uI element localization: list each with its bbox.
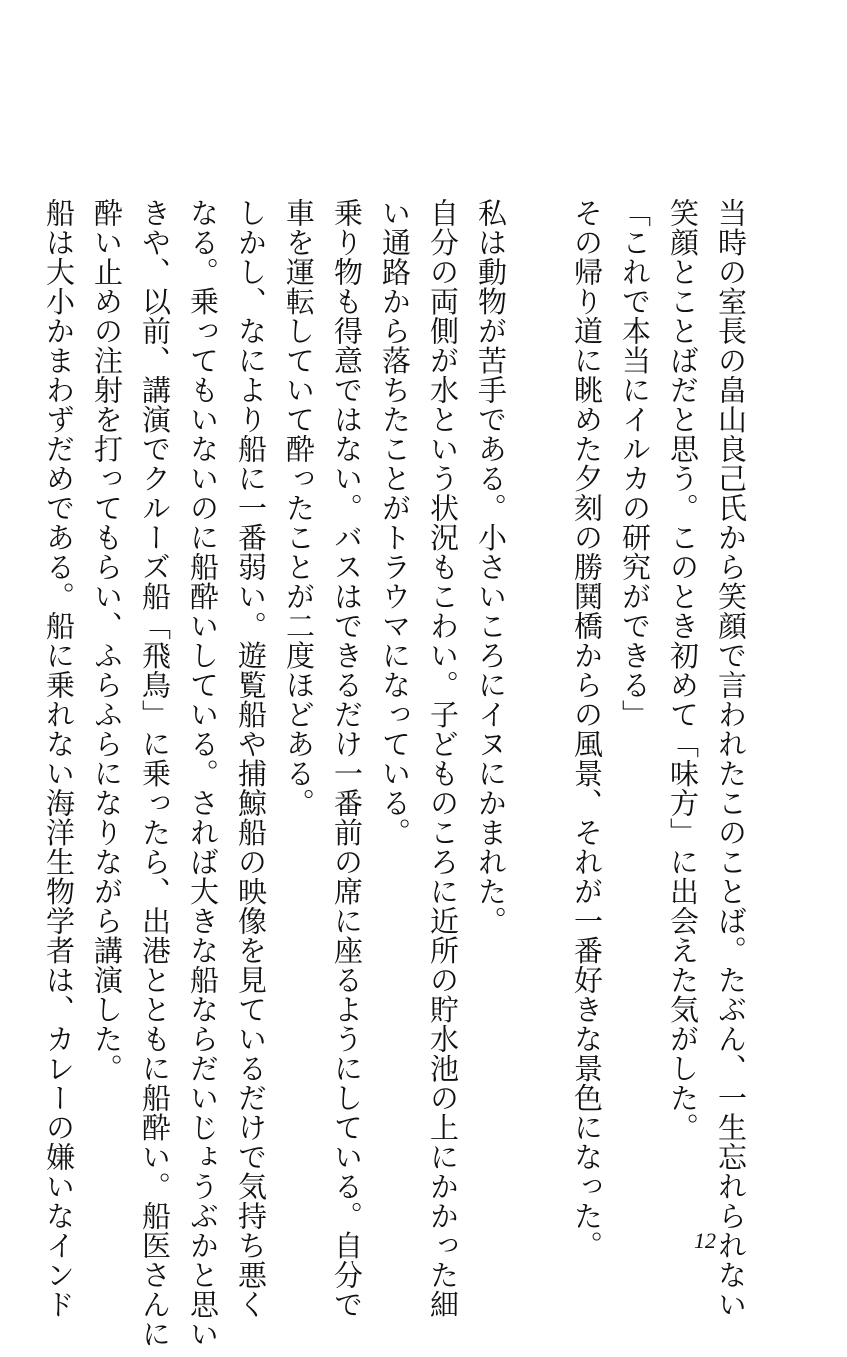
text-line: その帰り道に眺めた夕刻の勝鬨橋からの風景、それが一番好きな景色になった。 (570, 198, 604, 1260)
text-line: 自分の両側が水という状況もこわい。子どものころに近所の貯水池の上にかかった細 (426, 198, 460, 1319)
text-line: 「これで本当にイルカの研究ができる」 (618, 198, 652, 729)
text-line: 当時の室長の畠山良己氏から笑顔で言われたこのことば。たぶん、一生忘れられない (714, 198, 748, 1319)
text-line: 笑顔とことばだと思う。このとき初めて「味方」に出会えた気がした。 (666, 198, 700, 1142)
text-line: なる。乗ってもいないのに船酔いしている。されば大きな船ならだいじょうぶかと思い (186, 198, 220, 1349)
text-line: しかし、なにより船に一番弱い。遊覧船や捕鯨船の映像を見ているだけで気持ち悪く (234, 198, 268, 1319)
text-line: きや、以前、講演でクルーズ船「飛鳥」に乗ったら、出港とともに船酔い。船医さんに (138, 198, 172, 1349)
text-line: 車を運転していて酔ったことが二度ほどある。 (282, 198, 316, 818)
text-line: 酔い止めの注射を打ってもらい、ふらふらになりながら講演した。 (90, 198, 124, 1083)
text-line: 船は大小かまわずだめである。船に乗れない海洋生物学者は、カレーの嫌いなインド (42, 198, 76, 1319)
text-line: 私は動物が苦手である。小さいころにイヌにかまれた。 (474, 198, 508, 936)
text-line: い通路から落ちたことがトラウマになっている。 (378, 198, 412, 847)
text-line: 乗り物も得意ではない。バスはできるだけ一番前の席に座るようにしている。自分で (330, 198, 364, 1319)
paragraph-gap (515, 198, 563, 1208)
page-number: 12 (694, 1228, 716, 1253)
